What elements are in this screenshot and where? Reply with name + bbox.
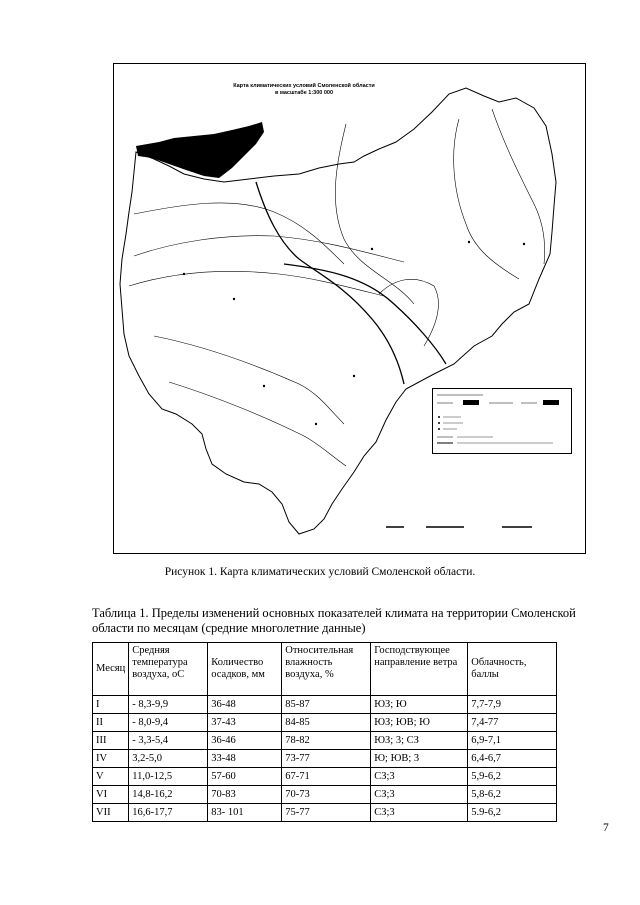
figure-caption: Рисунок 1. Карта климатических условий Смоленской области. — [164, 566, 476, 578]
cell-cloudiness: 6,4-6,7 — [468, 750, 557, 768]
cell-humidity: 75-77 — [282, 804, 371, 822]
cell-month: III — [93, 732, 129, 750]
isoline-8 — [492, 109, 545, 264]
cell-temperature: 11,0-12,5 — [129, 768, 208, 786]
cell-cloudiness: 5,9-6,2 — [468, 768, 557, 786]
table-header-row — [93, 643, 557, 696]
cell-wind: ЮЗ; 3; СЗ — [371, 732, 468, 750]
cell-temperature: 16,6-17,7 — [129, 804, 208, 822]
dark-zone — [136, 122, 264, 178]
table-row — [93, 750, 557, 768]
map-title — [174, 83, 434, 97]
table-row — [93, 768, 557, 786]
cell-month: I — [93, 696, 129, 714]
cell-cloudiness: 5.9-6,2 — [468, 804, 557, 822]
main-line-2 — [284, 264, 446, 364]
cell-precipitation: 70-83 — [208, 786, 282, 804]
cell-precipitation: 33-48 — [208, 750, 282, 768]
cell-precipitation: 37-43 — [208, 714, 282, 732]
cell-wind: Ю; ЮВ; 3 — [371, 750, 468, 768]
cell-humidity: 70-73 — [282, 786, 371, 804]
cell-precipitation: 83- 101 — [208, 804, 282, 822]
climate-map — [113, 63, 586, 554]
isoline-1 — [134, 236, 404, 262]
cell-humidity: 78-82 — [282, 732, 371, 750]
header-precipitation: Количество осадков, мм — [208, 643, 282, 696]
cell-temperature: - 8,0-9,4 — [129, 714, 208, 732]
cell-cloudiness: 5,8-6,2 — [468, 786, 557, 804]
cell-temperature: - 3,3-5,4 — [129, 732, 208, 750]
isoline-7 — [454, 119, 519, 279]
cell-humidity: 67-71 — [282, 768, 371, 786]
cell-temperature: - 8,3-9,9 — [129, 696, 208, 714]
cell-precipitation: 36-48 — [208, 696, 282, 714]
header-wind: Господствующее направление ветра — [371, 643, 468, 696]
table-caption: Таблица 1. Пределы изменений основных показателей климата на территории Смоленской области по месяцам (средние многолетние данные) — [92, 606, 576, 635]
isoline-9 — [379, 279, 439, 346]
legend-drawing — [433, 389, 571, 453]
cell-wind: ЮЗ; ЮВ; Ю — [371, 714, 468, 732]
table-row — [93, 696, 557, 714]
cell-wind: СЗ;3 — [371, 768, 468, 786]
isoline-5 — [134, 203, 344, 264]
header-temperature: Средняя температура воздуха, оС — [129, 643, 208, 696]
header-month: Месяц — [93, 643, 129, 696]
climate-table — [92, 642, 557, 822]
table-row — [93, 714, 557, 732]
cell-precipitation: 36-46 — [208, 732, 282, 750]
cell-humidity: 84-85 — [282, 714, 371, 732]
map-legend — [432, 388, 572, 454]
cell-wind: СЗ;3 — [371, 804, 468, 822]
cell-humidity: 73-77 — [282, 750, 371, 768]
table-row — [93, 804, 557, 822]
cell-month: VI — [93, 786, 129, 804]
table-row — [93, 786, 557, 804]
cell-humidity: 85-87 — [282, 696, 371, 714]
cell-month: VII — [93, 804, 129, 822]
isoline-4 — [169, 382, 346, 466]
header-cloudiness: Облачность, баллы — [468, 643, 557, 696]
map-title-line2: в масштабе 1:300 000 — [274, 90, 334, 96]
cell-temperature: 14,8-16,2 — [129, 786, 208, 804]
cell-wind: СЗ;3 — [371, 786, 468, 804]
map-title-line1: Карта климатических условий Смоленской области — [233, 83, 375, 89]
cell-temperature: 3,2-5,0 — [129, 750, 208, 768]
cell-cloudiness: 7,4-77 — [468, 714, 557, 732]
cell-wind: ЮЗ; Ю — [371, 696, 468, 714]
cell-month: IV — [93, 750, 129, 768]
cell-cloudiness: 7,7-7,9 — [468, 696, 557, 714]
header-humidity: Относительная влажность воздуха, % — [282, 643, 371, 696]
cell-precipitation: 57-60 — [208, 768, 282, 786]
page-number: 7 — [603, 822, 609, 834]
map-drawing — [114, 64, 587, 555]
cell-month: II — [93, 714, 129, 732]
table-row — [93, 732, 557, 750]
cell-cloudiness: 6,9-7,1 — [468, 732, 557, 750]
cell-month: V — [93, 768, 129, 786]
